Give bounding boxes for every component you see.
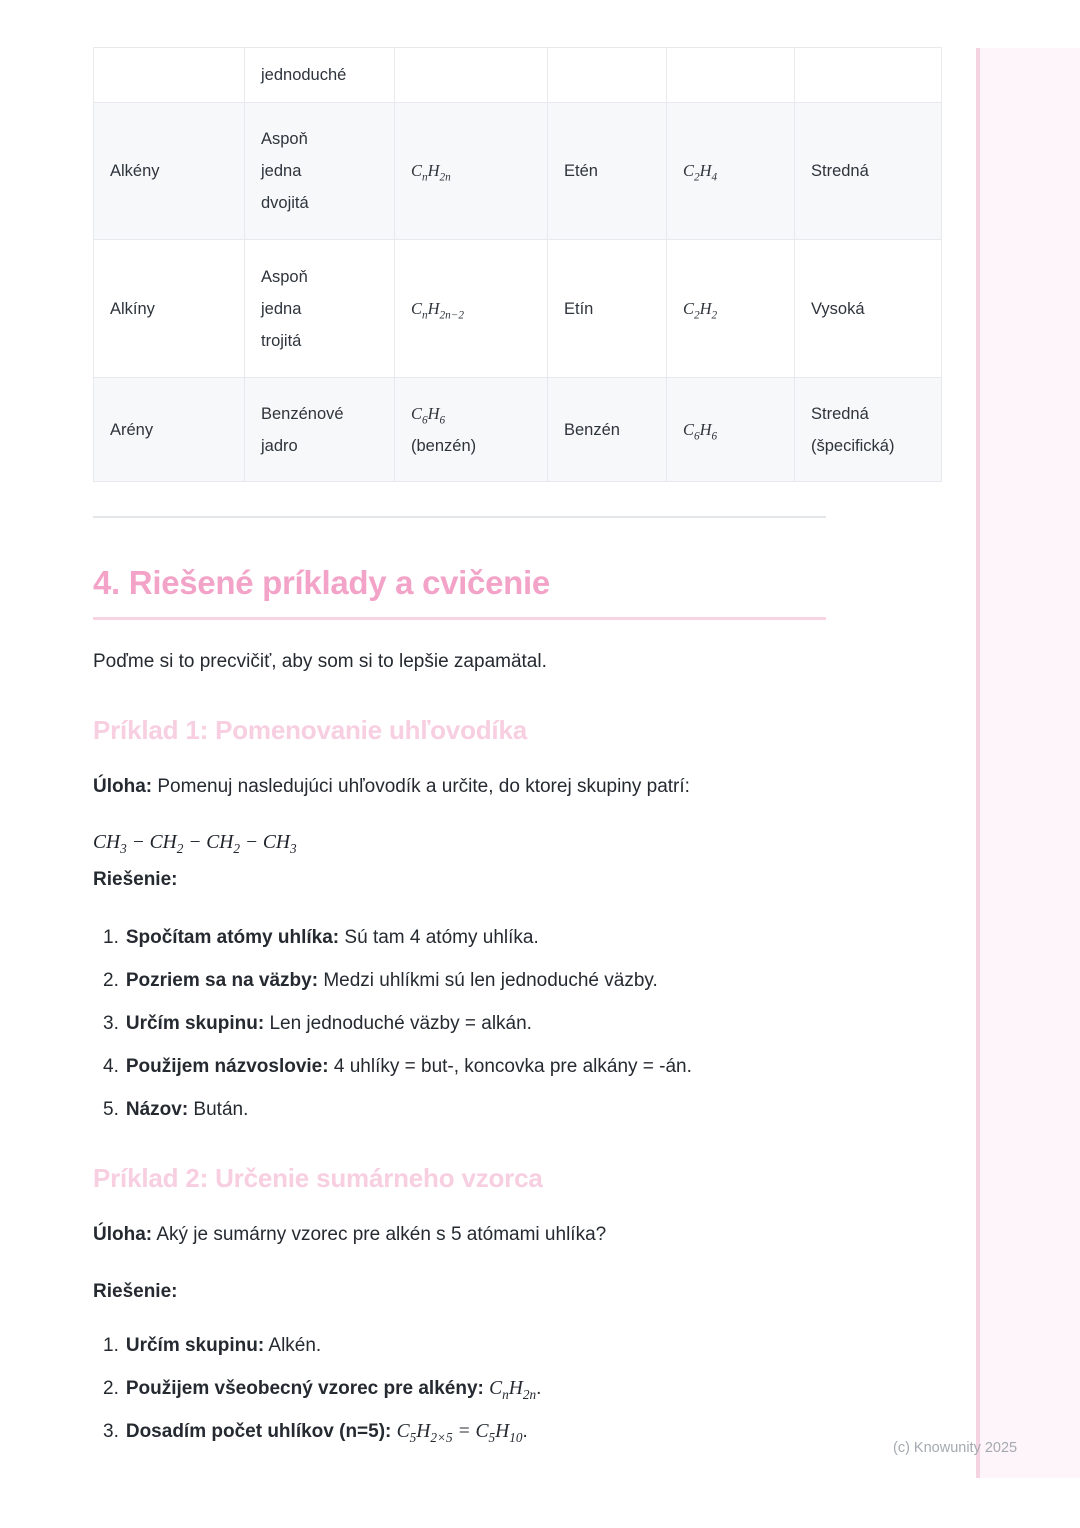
table-cell: [548, 48, 667, 103]
inline-formula: $C_nH_{2n}$: [489, 1378, 537, 1402]
table-cell: Aspoň jedna trojitá: [245, 240, 395, 378]
example1-solution-label: [93, 867, 833, 892]
list-item-number: 2.: [103, 1378, 119, 1399]
table-row: [94, 48, 942, 103]
section-heading-underline: [93, 617, 826, 620]
list-item-number: 1.: [103, 1335, 119, 1356]
table-cell: Etén: [548, 103, 667, 240]
list-item: 3. Dosadím počet uhlíkov (n=5): $C_5H_{2\times 5} = C_5H_{10}$.: [103, 1421, 528, 1445]
table-cell: [795, 48, 942, 103]
table-row: [94, 103, 942, 240]
table-cell: $C_6H_6$: [667, 378, 795, 482]
example1-task-label: Úloha:: [93, 776, 153, 797]
example1-formula: $CH_3 - CH_2 - CH_2 - CH_3$: [93, 832, 297, 856]
table-cell: Alkény: [94, 103, 245, 240]
list-item-number: 3.: [103, 1013, 119, 1034]
example2-task: [93, 1222, 833, 1247]
list-item-number: 3.: [103, 1421, 119, 1442]
inline-formula: $C_5H_{2\times 5} = C_5H_{10}$: [396, 1421, 523, 1445]
table-cell: $C_nH_{2n}$: [395, 103, 548, 240]
table-cell: $C_6H_6$ (benzén): [395, 378, 548, 482]
example1-steps: [103, 925, 863, 1140]
example2-steps: [103, 1333, 863, 1462]
list-item-label: Názov:: [125, 1099, 189, 1120]
list-item: 1. Spočítam atómy uhlíka: Sú tam 4 atómy uhlíka.: [103, 927, 539, 948]
table-cell: [667, 48, 795, 103]
list-item-label: Spočítam atómy uhlíka:: [125, 927, 340, 948]
table-cell: Arény: [94, 378, 245, 482]
list-item: 2. Použijem všeobecný vzorec pre alkény: $C_nH_{2n}$.: [103, 1378, 542, 1402]
section-divider: [93, 516, 826, 518]
list-item: 4. Použijem názvoslovie: 4 uhlíky = but-, koncovka pre alkány = -án.: [103, 1056, 692, 1077]
list-item: 5. Názov: Bután.: [103, 1099, 249, 1120]
hydrocarbon-table: [93, 47, 942, 482]
table-cell: $C_nH_{2n-2}$: [395, 240, 548, 378]
list-item-label: Určím skupinu:: [125, 1335, 265, 1356]
list-item-label: Pozriem sa na väzby:: [125, 970, 319, 991]
list-item-label: Dosadím počet uhlíkov (n=5):: [125, 1421, 392, 1442]
list-item-number: 5.: [103, 1099, 119, 1120]
table-row: [94, 378, 942, 482]
list-item: 3. Určím skupinu: Len jednoduché väzby = alkán.: [103, 1013, 532, 1034]
table-cell: $C_2H_4$: [667, 103, 795, 240]
table-cell: Aspoň jedna dvojitá: [245, 103, 395, 240]
table-cell: Vysoká: [795, 240, 942, 378]
table-cell: Benzén: [548, 378, 667, 482]
list-item: 1. Určím skupinu: Alkén.: [103, 1335, 322, 1356]
table-cell: Stredná: [795, 103, 942, 240]
example2-title: Príklad 2: Určenie sumárneho vzorca: [93, 1163, 543, 1193]
section-heading: 4. Riešené príklady a cvičenie: [93, 564, 550, 601]
list-item: 2. Pozriem sa na väzby: Medzi uhlíkmi sú len jednoduché väzby.: [103, 970, 658, 991]
hydrocarbon-table-body: [94, 48, 942, 482]
table-cell: jednoduché: [245, 48, 395, 103]
solution-label-text: Riešenie:: [93, 869, 178, 890]
example2-task-text: Aký je sumárny vzorec pre alkén s 5 atómami uhlíka?: [152, 1224, 607, 1245]
intro-paragraph: Poďme si to precvičiť, aby som si to lepšie zapamätal.: [93, 651, 547, 672]
page-accent-line: [976, 48, 980, 1478]
list-item-number: 4.: [103, 1056, 119, 1077]
table-row: [94, 240, 942, 378]
list-item-label: Použijem všeobecný vzorec pre alkény:: [125, 1378, 484, 1399]
example1-task-text: Pomenuj nasledujúci uhľovodík a určite, do ktorej skupiny patrí:: [152, 776, 690, 797]
example1-task: [93, 774, 833, 799]
table-cell: Stredná (špecifická): [795, 378, 942, 482]
table-cell: Benzénové jadro: [245, 378, 395, 482]
example2-task-label: Úloha:: [93, 1224, 153, 1245]
table-cell: [94, 48, 245, 103]
solution-label-text: Riešenie:: [93, 1281, 178, 1302]
page-accent-tint: [980, 48, 1080, 1478]
watermark: (c) Knowunity 2025: [893, 1440, 1018, 1456]
example2-solution-label: [93, 1279, 833, 1304]
list-item-number: 2.: [103, 970, 119, 991]
table-cell: Alkíny: [94, 240, 245, 378]
table-cell: [395, 48, 548, 103]
list-item-label: Použijem názvoslovie:: [125, 1056, 329, 1077]
table-cell: Etín: [548, 240, 667, 378]
example1-title: Príklad 1: Pomenovanie uhľovodíka: [93, 715, 527, 745]
list-item-number: 1.: [103, 927, 119, 948]
table-cell: $C_2H_2$: [667, 240, 795, 378]
list-item-label: Určím skupinu:: [125, 1013, 265, 1034]
